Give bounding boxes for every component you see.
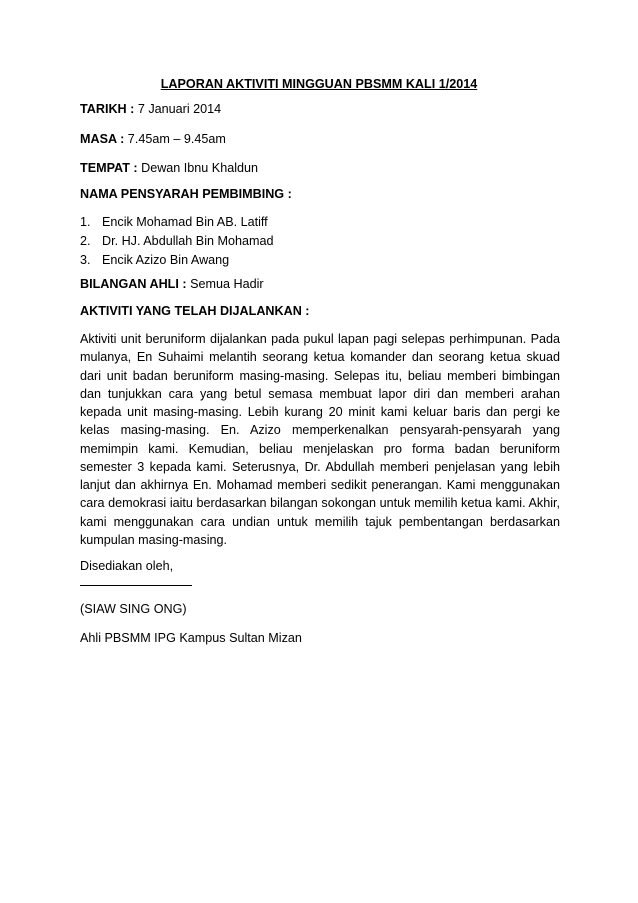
tempat-label: TEMPAT : bbox=[80, 161, 138, 175]
signature-line bbox=[80, 585, 192, 586]
tempat-line bbox=[80, 160, 258, 176]
aktiviti-paragraph: Aktiviti unit beruniform dijalankan pada pukul lapan pagi selepas perhimpunan. Pada mulanya, En Suhaimi melantih seorang ketua komander dan seorang ketua skuad dari unit badan beruniform masing-masing. Selepas itu, beliau memberi bimbingan dan tunjukkan cara yang betul semasa membuat lapor diri dan memberi arahan kepada unit masing-masing. Lebih kurang 20 minit kami keluar baris dan pergi ke kelas masing-masing. En. Azizo memperkenalkan pensyarah-pensyarah yang memimpin kami. Kemudian, beliau menjelaskan pro forma badan beruniform semester 3 kepada kami. Seterusnya, Dr. Abdullah memberi penjelasan yang lebih lanjut dan akhirnya En. Mohamad memberi sedikit penerangan. Kami menggunakan cara demokrasi iaitu berdasarkan bilangan sokongan untuk memilih ketua kami. Akhir, kami menggunakan cara undian untuk memilih tajuk pembentangan berdasarkan kumpulan masing-masing. bbox=[80, 332, 560, 547]
masa-value: 7.45am – 9.45am bbox=[124, 132, 226, 146]
bilangan-value: Semua Hadir bbox=[186, 277, 264, 291]
tarikh-value: 7 Januari 2014 bbox=[134, 102, 222, 116]
masa-label: MASA : bbox=[80, 132, 125, 146]
report-title: LAPORAN AKTIVITI MINGGUAN PBSMM KALI 1/2014 bbox=[160, 77, 478, 91]
pensyarah-list bbox=[80, 213, 274, 270]
signatory-role: Ahli PBSMM IPG Kampus Sultan Mizan bbox=[80, 631, 302, 645]
pensyarah-heading: NAMA PENSYARAH PEMBIMBING : bbox=[80, 187, 292, 201]
tarikh-line bbox=[80, 101, 221, 117]
list-item: 3. Encik Azizo Bin Awang bbox=[80, 253, 230, 267]
list-item: 1. Encik Mohamad Bin AB. Latiff bbox=[80, 215, 268, 229]
bilangan-label: BILANGAN AHLI : bbox=[80, 277, 187, 291]
list-item: 2. Dr. HJ. Abdullah Bin Mohamad bbox=[80, 234, 274, 248]
tempat-value: Dewan Ibnu Khaldun bbox=[137, 161, 259, 175]
signatory-name: (SIAW SING ONG) bbox=[80, 602, 187, 616]
aktiviti-heading: AKTIVITI YANG TELAH DIJALANKAN : bbox=[80, 304, 310, 318]
masa-line bbox=[80, 131, 226, 147]
tarikh-label: TARIKH : bbox=[80, 102, 135, 116]
disediakan-label: Disediakan oleh, bbox=[80, 559, 174, 573]
bilangan-line bbox=[80, 276, 264, 292]
